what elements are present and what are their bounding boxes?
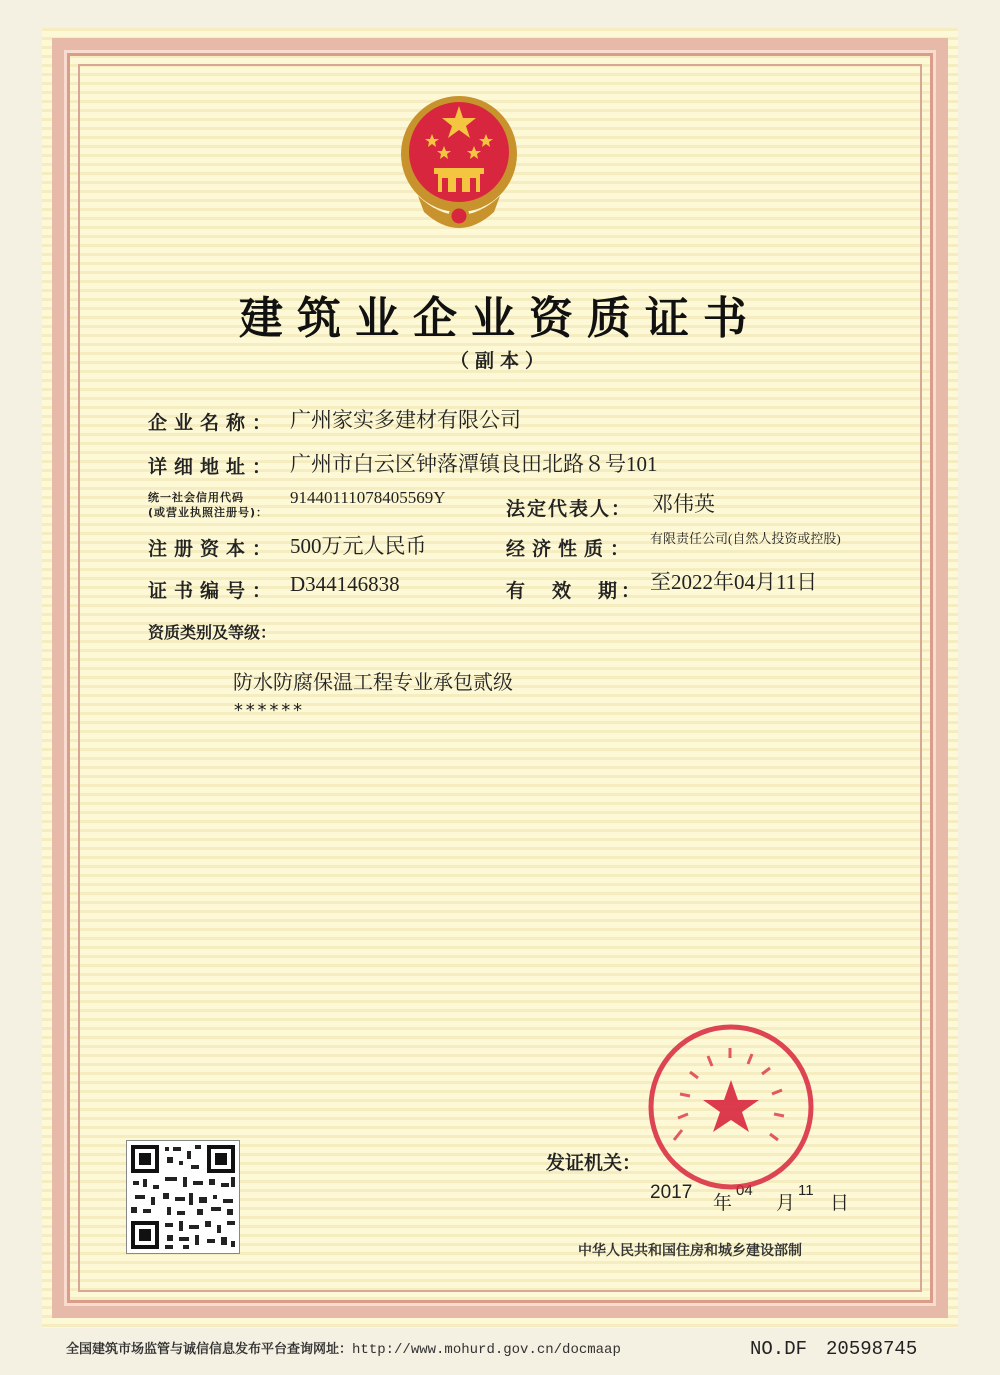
issue-day: 11 [798,1182,814,1199]
serial-number: NO.DF 20598745 [750,1338,918,1360]
official-seal [646,1022,816,1192]
issue-month: 04 [736,1182,753,1199]
issuer-label: 发证机关： [546,1152,642,1174]
credit-code-label [148,490,268,520]
footer-url: http://www.mohurd.gov.cn/docmaap [352,1342,621,1358]
address-value: 广州市白云区钟落潭镇良田北路８号101 [290,452,658,476]
credit-code-label-line2: (或营业执照注册号)： [148,506,269,519]
qualification-stars: ****** [233,700,305,721]
maker-note: 中华人民共和国住房和城乡建设部制 [578,1243,802,1259]
cert-number-label: 证书编号： [148,580,279,602]
validity-value: 至2022年04月11日 [650,570,818,594]
certificate-title: 建筑业企业资质证书 [239,293,761,344]
capital-value: 500万元人民币 [290,534,427,558]
month-unit: 月 [776,1192,796,1214]
year-unit: 年 [713,1192,733,1214]
footer-label: 全国建筑市场监管与诚信信息发布平台查询网址： [66,1342,353,1357]
company-name-label: 企业名称： [148,412,279,434]
day-unit: 日 [830,1192,850,1214]
economic-nature-value: 有限责任公司(自然人投资或控股) [650,531,841,546]
economic-nature-label: 经济性质： [506,538,637,560]
credit-code-label-line1: 统一社会信用代码 [148,491,244,504]
national-emblem-icon [398,84,520,242]
issue-year: 2017 [650,1182,693,1203]
address-label: 详细地址： [148,456,279,478]
copy-type: （副本） [449,350,550,372]
legal-rep-value: 邓伟英 [652,492,715,516]
qualification-label: 资质类别及等级： [148,623,277,642]
footer-query [66,1338,621,1358]
capital-label: 注册资本： [148,538,279,560]
validity-label: 有 效 期： [506,580,645,602]
legal-rep-label: 法定代表人： [506,498,633,520]
cert-number-value: D344146838 [290,572,400,596]
qr-code [126,1140,240,1254]
company-name-value: 广州家实多建材有限公司 [290,408,521,432]
credit-code-value: 91440111078405569Y [290,488,446,507]
qualification-value: 防水防腐保温工程专业承包贰级 [233,670,513,694]
